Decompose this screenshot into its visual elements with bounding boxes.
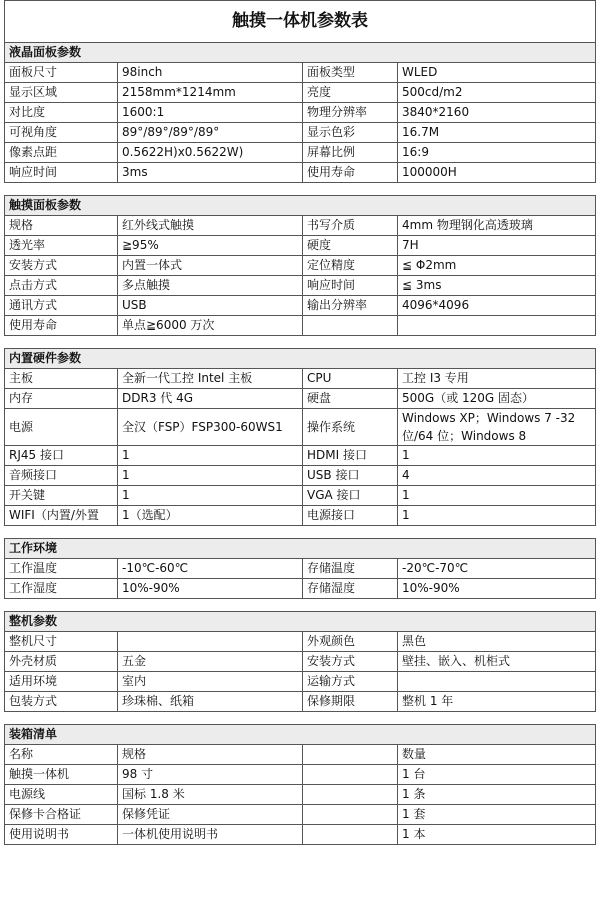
table-row [5, 805, 596, 825]
spec-value: 1 [398, 486, 596, 506]
table-row [5, 276, 596, 296]
spec-label: 工作湿度 [5, 579, 118, 599]
spec-value: USB [118, 296, 303, 316]
table-row [5, 256, 596, 276]
spec-label: 安装方式 [5, 256, 118, 276]
spec-label: 操作系统 [303, 409, 398, 446]
spec-value: 1 套 [398, 805, 596, 825]
spec-table [4, 348, 596, 526]
table-row [5, 83, 596, 103]
spec-value: 规格 [118, 745, 303, 765]
spec-label: 主板 [5, 369, 118, 389]
spec-label: 音频接口 [5, 466, 118, 486]
spec-value: 国标 1.8 米 [118, 785, 303, 805]
spec-label: 硬度 [303, 236, 398, 256]
table-row [5, 236, 596, 256]
spec-label: 存储温度 [303, 559, 398, 579]
table-row [5, 296, 596, 316]
spec-value: ≦ Φ2mm [398, 256, 596, 276]
spec-value: 1 [118, 486, 303, 506]
spec-label: 电源线 [5, 785, 118, 805]
table-row [5, 316, 596, 336]
section-heading: 装箱清单 [5, 725, 596, 745]
spec-value: 500G（或 120G 固态） [398, 389, 596, 409]
spec-value: 10%-90% [118, 579, 303, 599]
spec-value: -10℃-60℃ [118, 559, 303, 579]
spec-value: 1 [398, 446, 596, 466]
spec-table [4, 42, 596, 183]
spec-label: 响应时间 [5, 163, 118, 183]
table-row [5, 163, 596, 183]
spec-value: 五金 [118, 652, 303, 672]
spec-value: 4mm 物理钢化高透玻璃 [398, 216, 596, 236]
spec-label: HDMI 接口 [303, 446, 398, 466]
spec-value: 保修凭证 [118, 805, 303, 825]
spec-value: 1（选配） [118, 506, 303, 526]
spec-value: 3ms [118, 163, 303, 183]
table-row [5, 825, 596, 845]
spec-label: 透光率 [5, 236, 118, 256]
page-title: 触摸一体机参数表 [4, 0, 596, 42]
spec-label: 电源 [5, 409, 118, 446]
spec-value: 工控 I3 专用 [398, 369, 596, 389]
spec-label: 触摸一体机 [5, 765, 118, 785]
spec-value: 一体机使用说明书 [118, 825, 303, 845]
table-row [5, 466, 596, 486]
spec-label: 通讯方式 [5, 296, 118, 316]
table-row [5, 559, 596, 579]
spec-label: 使用说明书 [5, 825, 118, 845]
spec-value: 98 寸 [118, 765, 303, 785]
spec-label: 名称 [5, 745, 118, 765]
spec-value: -20℃-70℃ [398, 559, 596, 579]
spec-value: Windows XP；Windows 7 -32 位/64 位；Windows 8 [398, 409, 596, 446]
spec-label: 工作温度 [5, 559, 118, 579]
table-row [5, 103, 596, 123]
table-row [5, 446, 596, 466]
spec-label: 书写介质 [303, 216, 398, 236]
spec-label: 存储湿度 [303, 579, 398, 599]
spec-label: 运输方式 [303, 672, 398, 692]
spec-value: 1 [118, 466, 303, 486]
spec-label: 内存 [5, 389, 118, 409]
spec-value: 红外线式触摸 [118, 216, 303, 236]
spec-label: 使用寿命 [5, 316, 118, 336]
spec-label: 对比度 [5, 103, 118, 123]
spec-label: 安装方式 [303, 652, 398, 672]
spec-label: 点击方式 [5, 276, 118, 296]
spec-value: 10%-90% [398, 579, 596, 599]
spec-label [303, 765, 398, 785]
spec-label: 可视角度 [5, 123, 118, 143]
spec-label: 显示色彩 [303, 123, 398, 143]
table-row [5, 123, 596, 143]
spec-value: ≦ 3ms [398, 276, 596, 296]
spec-value: 室内 [118, 672, 303, 692]
section-heading: 触摸面板参数 [5, 196, 596, 216]
spec-table [4, 195, 596, 336]
table-row [5, 63, 596, 83]
table-row [5, 745, 596, 765]
spec-label: 显示区域 [5, 83, 118, 103]
spec-value: 单点≧6000 万次 [118, 316, 303, 336]
spec-value: 3840*2160 [398, 103, 596, 123]
table-row [5, 409, 596, 446]
spec-label: 电源接口 [303, 506, 398, 526]
spec-label: 面板尺寸 [5, 63, 118, 83]
spec-label [303, 745, 398, 765]
spec-section [4, 42, 596, 183]
spec-value: 珍珠棉、纸箱 [118, 692, 303, 712]
spec-section [4, 195, 596, 336]
spec-section [4, 538, 596, 599]
spec-value: 内置一体式 [118, 256, 303, 276]
spec-value: ≧95% [118, 236, 303, 256]
section-heading: 内置硬件参数 [5, 349, 596, 369]
table-row [5, 506, 596, 526]
spec-value: 4096*4096 [398, 296, 596, 316]
spec-label: 外壳材质 [5, 652, 118, 672]
table-row [5, 672, 596, 692]
table-row [5, 652, 596, 672]
spec-label: 整机尺寸 [5, 632, 118, 652]
spec-label [303, 316, 398, 336]
spec-value: 1600:1 [118, 103, 303, 123]
spec-table [4, 538, 596, 599]
spec-label: 像素点距 [5, 143, 118, 163]
spec-label: RJ45 接口 [5, 446, 118, 466]
spec-label: 使用寿命 [303, 163, 398, 183]
spec-value [398, 316, 596, 336]
spec-value: 7H [398, 236, 596, 256]
table-row [5, 785, 596, 805]
spec-sections [0, 42, 600, 845]
spec-label: VGA 接口 [303, 486, 398, 506]
spec-label [303, 785, 398, 805]
spec-value: 壁挂、嵌入、机柜式 [398, 652, 596, 672]
spec-value [118, 632, 303, 652]
spec-label: 定位精度 [303, 256, 398, 276]
spec-value: 全汉（FSP）FSP300-60WS1 [118, 409, 303, 446]
spec-value: 数量 [398, 745, 596, 765]
spec-value: 89°/89°/89°/89° [118, 123, 303, 143]
spec-value: 黑色 [398, 632, 596, 652]
spec-value: 1 [118, 446, 303, 466]
spec-value: 98inch [118, 63, 303, 83]
spec-value: 全新一代工控 Intel 主板 [118, 369, 303, 389]
spec-value: 整机 1 年 [398, 692, 596, 712]
table-row [5, 765, 596, 785]
spec-label: WIFI（内置/外置 [5, 506, 118, 526]
spec-label: 硬盘 [303, 389, 398, 409]
spec-label: 开关键 [5, 486, 118, 506]
spec-label [303, 825, 398, 845]
spec-label: 输出分辨率 [303, 296, 398, 316]
table-row [5, 692, 596, 712]
spec-value: 4 [398, 466, 596, 486]
table-row [5, 632, 596, 652]
spec-value [398, 672, 596, 692]
spec-label [303, 805, 398, 825]
spec-label: 亮度 [303, 83, 398, 103]
spec-label: CPU [303, 369, 398, 389]
spec-label: USB 接口 [303, 466, 398, 486]
spec-value: 1 [398, 506, 596, 526]
spec-label: 适用环境 [5, 672, 118, 692]
spec-section [4, 348, 596, 526]
spec-table [4, 724, 596, 845]
section-heading: 整机参数 [5, 612, 596, 632]
spec-label: 物理分辨率 [303, 103, 398, 123]
spec-value: 16.7M [398, 123, 596, 143]
table-row [5, 389, 596, 409]
spec-label: 保修期限 [303, 692, 398, 712]
table-row [5, 143, 596, 163]
spec-label: 外观颜色 [303, 632, 398, 652]
spec-label: 保修卡合格证 [5, 805, 118, 825]
spec-value: 500cd/m2 [398, 83, 596, 103]
table-row [5, 216, 596, 236]
spec-section [4, 724, 596, 845]
spec-value: WLED [398, 63, 596, 83]
spec-label: 规格 [5, 216, 118, 236]
spec-label: 面板类型 [303, 63, 398, 83]
section-heading: 工作环境 [5, 539, 596, 559]
table-row [5, 369, 596, 389]
table-row [5, 579, 596, 599]
spec-value: 2158mm*1214mm [118, 83, 303, 103]
spec-value: 1 台 [398, 765, 596, 785]
spec-value: 1 本 [398, 825, 596, 845]
spec-value: DDR3 代 4G [118, 389, 303, 409]
spec-section [4, 611, 596, 712]
spec-value: 0.5622H)x0.5622W) [118, 143, 303, 163]
section-heading: 液晶面板参数 [5, 43, 596, 63]
spec-value: 100000H [398, 163, 596, 183]
spec-value: 16:9 [398, 143, 596, 163]
spec-table [4, 611, 596, 712]
spec-value: 多点触摸 [118, 276, 303, 296]
table-row [5, 486, 596, 506]
spec-label: 屏幕比例 [303, 143, 398, 163]
spec-label: 包装方式 [5, 692, 118, 712]
spec-value: 1 条 [398, 785, 596, 805]
spec-label: 响应时间 [303, 276, 398, 296]
